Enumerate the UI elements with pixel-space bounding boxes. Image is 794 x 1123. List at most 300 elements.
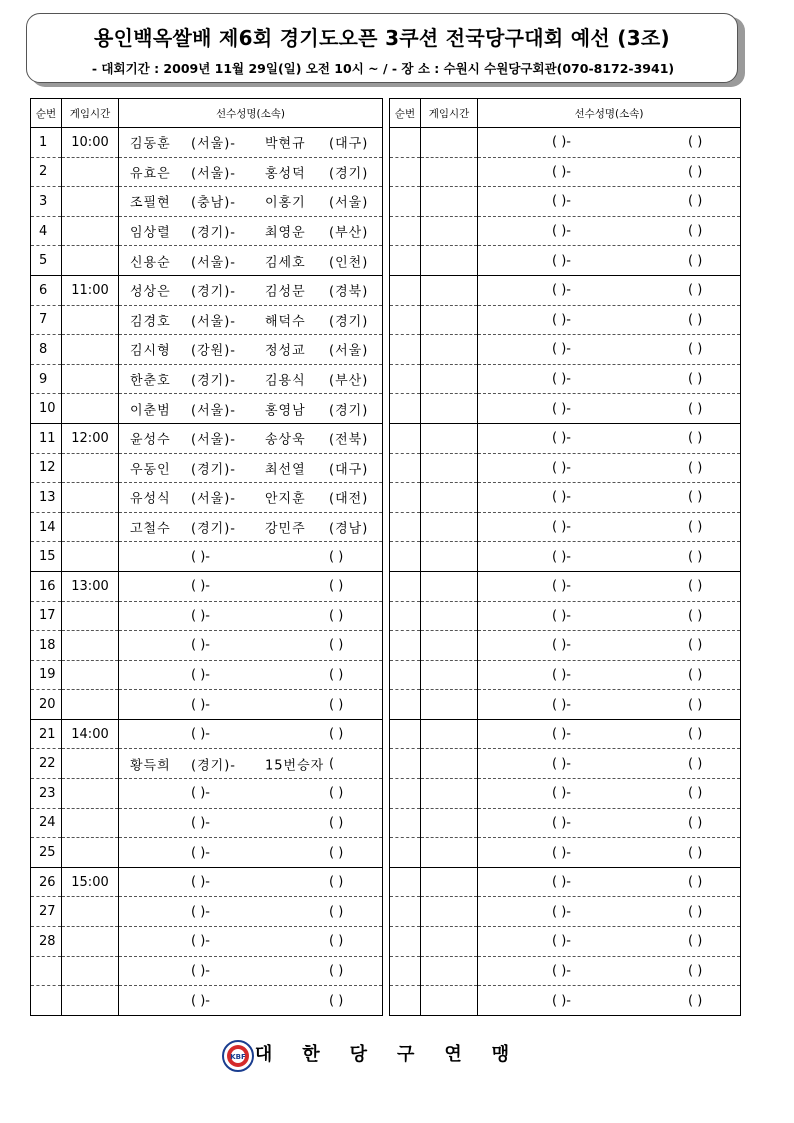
player-1-placeholder: ( )- xyxy=(552,401,571,417)
player-cell xyxy=(478,335,741,365)
game-time xyxy=(421,364,478,394)
player-2-placeholder: ( ) xyxy=(688,430,703,446)
table-row xyxy=(31,660,383,690)
row-number: 26 xyxy=(31,867,62,897)
row-number xyxy=(390,275,421,305)
row-number: 21 xyxy=(31,719,62,749)
player-cell xyxy=(119,128,383,158)
player-cell xyxy=(478,897,741,927)
row-number xyxy=(390,335,421,365)
player-2-placeholder: ( ) xyxy=(329,874,344,890)
table-row xyxy=(31,483,383,513)
player-1-placeholder: ( )- xyxy=(552,549,571,565)
header-box xyxy=(26,13,738,83)
row-number: 7 xyxy=(31,305,62,335)
player-cell xyxy=(119,719,383,749)
player-2-placeholder: ( ) xyxy=(688,549,703,565)
row-number xyxy=(390,542,421,572)
row-number xyxy=(390,779,421,809)
player-2-name: 15번승자 xyxy=(265,758,325,774)
row-number xyxy=(390,897,421,927)
game-time xyxy=(62,660,119,690)
player-1-placeholder: ( )- xyxy=(191,549,210,565)
col-header-time: 게임시간 xyxy=(421,99,478,128)
player-2-name: 최선열 xyxy=(265,462,306,478)
table-row xyxy=(390,423,741,453)
player-1-placeholder: ( )- xyxy=(552,667,571,683)
game-time xyxy=(421,631,478,661)
row-number xyxy=(390,157,421,187)
table-row xyxy=(390,453,741,483)
game-time xyxy=(421,927,478,957)
row-number: 25 xyxy=(31,838,62,868)
row-number xyxy=(390,719,421,749)
table-row xyxy=(390,631,741,661)
game-time xyxy=(421,157,478,187)
game-time xyxy=(62,601,119,631)
row-number xyxy=(390,246,421,276)
player-2-name: 김세호 xyxy=(265,255,306,271)
player-2-placeholder: ( ) xyxy=(688,341,703,357)
table-row xyxy=(390,779,741,809)
player-cell xyxy=(478,364,741,394)
player-2-placeholder: ( ) xyxy=(688,993,703,1009)
table-row xyxy=(31,867,383,897)
table-header-row xyxy=(31,99,383,128)
row-number: 5 xyxy=(31,246,62,276)
player-2-placeholder: ( ) xyxy=(329,845,344,861)
player-2-region: ( xyxy=(329,756,336,772)
row-number: 16 xyxy=(31,571,62,601)
table-header-row xyxy=(390,99,741,128)
player-1-placeholder: ( )- xyxy=(552,578,571,594)
game-time xyxy=(62,808,119,838)
player-1-placeholder: ( )- xyxy=(552,193,571,209)
player-2-placeholder: ( ) xyxy=(329,697,344,713)
player-1-placeholder: ( )- xyxy=(191,785,210,801)
row-number: 8 xyxy=(31,335,62,365)
game-time xyxy=(62,749,119,779)
table-row xyxy=(31,157,383,187)
player-1-placeholder: ( )- xyxy=(191,933,210,949)
player-2-placeholder: ( ) xyxy=(329,963,344,979)
row-number xyxy=(390,571,421,601)
row-number xyxy=(31,956,62,986)
row-number: 10 xyxy=(31,394,62,424)
player-cell xyxy=(119,216,383,246)
player-1-placeholder: ( )- xyxy=(191,963,210,979)
row-number xyxy=(390,956,421,986)
table-row xyxy=(31,246,383,276)
row-number: 13 xyxy=(31,483,62,513)
table-row xyxy=(31,749,383,779)
row-number: 22 xyxy=(31,749,62,779)
player-1-region: (서울)- xyxy=(191,491,236,507)
game-time xyxy=(62,216,119,246)
game-time: 13:00 xyxy=(62,571,119,601)
table-row xyxy=(31,690,383,720)
table-row xyxy=(390,719,741,749)
game-time xyxy=(62,897,119,927)
player-1-placeholder: ( )- xyxy=(552,845,571,861)
player-1-placeholder: ( )- xyxy=(191,874,210,890)
game-time xyxy=(62,512,119,542)
player-2-region: (대전) xyxy=(329,491,369,507)
player-cell xyxy=(478,838,741,868)
game-time xyxy=(62,483,119,513)
player-1-region: (서울)- xyxy=(191,314,236,330)
game-time xyxy=(421,719,478,749)
row-number: 9 xyxy=(31,364,62,394)
row-number: 2 xyxy=(31,157,62,187)
player-cell xyxy=(119,512,383,542)
player-1-placeholder: ( )- xyxy=(552,164,571,180)
player-1-name: 우동인 xyxy=(130,462,171,478)
player-1-name: 한춘호 xyxy=(130,373,171,389)
row-number: 4 xyxy=(31,216,62,246)
row-number xyxy=(390,749,421,779)
game-time xyxy=(421,453,478,483)
row-number xyxy=(390,631,421,661)
player-2-placeholder: ( ) xyxy=(688,460,703,476)
player-cell xyxy=(119,423,383,453)
player-2-placeholder: ( ) xyxy=(688,578,703,594)
table-row xyxy=(31,275,383,305)
player-1-region: (서울)- xyxy=(191,166,236,182)
player-cell xyxy=(119,394,383,424)
table-row xyxy=(390,571,741,601)
table-row xyxy=(390,335,741,365)
player-1-placeholder: ( )- xyxy=(552,134,571,150)
player-cell xyxy=(478,927,741,957)
row-number: 18 xyxy=(31,631,62,661)
player-1-name: 유성식 xyxy=(130,491,171,507)
player-2-name: 홍영남 xyxy=(265,403,306,419)
game-time xyxy=(62,838,119,868)
col-header-num: 순번 xyxy=(390,99,421,128)
player-2-region: (인천) xyxy=(329,255,369,271)
row-number xyxy=(31,986,62,1016)
player-cell xyxy=(478,394,741,424)
table-row xyxy=(390,660,741,690)
player-cell xyxy=(478,157,741,187)
row-number xyxy=(390,690,421,720)
player-1-placeholder: ( )- xyxy=(552,785,571,801)
player-1-placeholder: ( )- xyxy=(552,933,571,949)
player-1-placeholder: ( )- xyxy=(552,963,571,979)
table-row xyxy=(31,187,383,217)
table-row xyxy=(390,542,741,572)
player-cell xyxy=(119,157,383,187)
game-time xyxy=(62,986,119,1016)
player-1-name: 고철수 xyxy=(130,521,171,537)
player-2-placeholder: ( ) xyxy=(688,401,703,417)
game-time xyxy=(421,660,478,690)
player-2-placeholder: ( ) xyxy=(688,874,703,890)
player-cell xyxy=(478,631,741,661)
player-2-region: (경기) xyxy=(329,403,369,419)
player-1-region: (서울)- xyxy=(191,432,236,448)
row-number xyxy=(390,986,421,1016)
player-1-placeholder: ( )- xyxy=(552,756,571,772)
game-time xyxy=(421,986,478,1016)
player-1-name: 윤성수 xyxy=(130,432,171,448)
table-row xyxy=(31,394,383,424)
player-2-placeholder: ( ) xyxy=(688,608,703,624)
row-number xyxy=(390,453,421,483)
row-number: 11 xyxy=(31,423,62,453)
player-cell xyxy=(119,956,383,986)
game-time xyxy=(421,897,478,927)
player-cell xyxy=(478,808,741,838)
player-1-name: 조필현 xyxy=(130,195,171,211)
player-2-region: (경기) xyxy=(329,314,369,330)
game-time xyxy=(62,394,119,424)
player-cell xyxy=(478,246,741,276)
game-time xyxy=(421,483,478,513)
player-1-placeholder: ( )- xyxy=(552,697,571,713)
player-cell xyxy=(119,779,383,809)
player-1-placeholder: ( )- xyxy=(552,874,571,890)
player-cell xyxy=(119,690,383,720)
row-number xyxy=(390,423,421,453)
row-number xyxy=(390,601,421,631)
player-cell xyxy=(119,305,383,335)
player-1-region: (경기)- xyxy=(191,225,236,241)
player-2-placeholder: ( ) xyxy=(329,726,344,742)
table-row xyxy=(31,423,383,453)
game-time xyxy=(62,542,119,572)
game-time xyxy=(421,394,478,424)
game-time xyxy=(421,838,478,868)
row-number xyxy=(390,660,421,690)
player-2-placeholder: ( ) xyxy=(688,815,703,831)
table-row xyxy=(390,808,741,838)
table-row xyxy=(31,631,383,661)
player-2-placeholder: ( ) xyxy=(329,608,344,624)
player-1-placeholder: ( )- xyxy=(552,430,571,446)
player-1-placeholder: ( )- xyxy=(552,904,571,920)
game-time: 11:00 xyxy=(62,275,119,305)
player-2-placeholder: ( ) xyxy=(688,785,703,801)
table-row xyxy=(31,779,383,809)
game-time xyxy=(62,927,119,957)
game-time xyxy=(421,867,478,897)
row-number xyxy=(390,128,421,158)
player-cell xyxy=(119,749,383,779)
page-title: 용인백옥쌀배 제6회 경기도오픈 3쿠션 전국당구대회 예선 (3조) xyxy=(94,26,670,50)
player-1-placeholder: ( )- xyxy=(191,608,210,624)
player-2-name: 이홍기 xyxy=(265,195,306,211)
row-number: 1 xyxy=(31,128,62,158)
player-2-region: (경기) xyxy=(329,166,369,182)
player-2-placeholder: ( ) xyxy=(688,282,703,298)
player-2-placeholder: ( ) xyxy=(688,904,703,920)
player-2-placeholder: ( ) xyxy=(329,785,344,801)
player-2-placeholder: ( ) xyxy=(688,726,703,742)
table-row xyxy=(31,601,383,631)
game-time xyxy=(421,246,478,276)
player-1-placeholder: ( )- xyxy=(552,993,571,1009)
game-time: 12:00 xyxy=(62,423,119,453)
player-1-region: (서울)- xyxy=(191,403,236,419)
game-time xyxy=(62,779,119,809)
player-cell xyxy=(119,187,383,217)
table-row xyxy=(390,927,741,957)
row-number: 23 xyxy=(31,779,62,809)
player-2-placeholder: ( ) xyxy=(329,578,344,594)
player-2-placeholder: ( ) xyxy=(688,756,703,772)
player-cell xyxy=(478,749,741,779)
player-1-region: (경기)- xyxy=(191,462,236,478)
table-row xyxy=(31,808,383,838)
player-1-name: 신용순 xyxy=(130,255,171,271)
player-cell xyxy=(119,571,383,601)
table-row xyxy=(390,187,741,217)
table-row xyxy=(390,128,741,158)
player-1-region: (경기)- xyxy=(191,758,236,774)
player-2-placeholder: ( ) xyxy=(688,253,703,269)
player-2-placeholder: ( ) xyxy=(688,519,703,535)
player-1-placeholder: ( )- xyxy=(552,489,571,505)
player-2-placeholder: ( ) xyxy=(329,667,344,683)
row-number: 14 xyxy=(31,512,62,542)
player-cell xyxy=(119,897,383,927)
game-time xyxy=(421,601,478,631)
player-1-name: 김시형 xyxy=(130,343,171,359)
player-2-name: 정성교 xyxy=(265,343,306,359)
player-cell xyxy=(478,512,741,542)
player-2-name: 강민주 xyxy=(265,521,306,537)
player-cell xyxy=(119,927,383,957)
player-1-placeholder: ( )- xyxy=(552,726,571,742)
row-number: 12 xyxy=(31,453,62,483)
organization-name: 대한당구연맹 xyxy=(254,1044,540,1065)
schedule-table-right xyxy=(389,98,741,1016)
player-2-name: 박현규 xyxy=(265,136,306,152)
table-row xyxy=(31,571,383,601)
table-row xyxy=(31,305,383,335)
player-2-region: (전북) xyxy=(329,432,369,448)
game-time xyxy=(421,956,478,986)
table-row xyxy=(390,157,741,187)
player-1-placeholder: ( )- xyxy=(191,904,210,920)
game-time xyxy=(62,453,119,483)
game-time xyxy=(62,305,119,335)
table-row xyxy=(31,986,383,1016)
player-cell xyxy=(478,128,741,158)
game-time xyxy=(421,128,478,158)
player-1-region: (경기)- xyxy=(191,521,236,537)
game-time xyxy=(62,690,119,720)
player-cell xyxy=(478,571,741,601)
game-time xyxy=(421,808,478,838)
table-row xyxy=(31,512,383,542)
player-2-placeholder: ( ) xyxy=(688,667,703,683)
table-row xyxy=(390,601,741,631)
row-number xyxy=(390,867,421,897)
table-row xyxy=(31,128,383,158)
game-time xyxy=(421,571,478,601)
player-cell xyxy=(119,483,383,513)
row-number xyxy=(390,216,421,246)
row-number xyxy=(390,927,421,957)
player-1-name: 유효은 xyxy=(130,166,171,182)
player-cell xyxy=(478,956,741,986)
row-number xyxy=(390,364,421,394)
player-2-name: 홍성덕 xyxy=(265,166,306,182)
player-2-placeholder: ( ) xyxy=(329,904,344,920)
player-cell xyxy=(478,275,741,305)
player-2-placeholder: ( ) xyxy=(688,637,703,653)
player-cell xyxy=(119,542,383,572)
game-time xyxy=(421,187,478,217)
table-row xyxy=(390,956,741,986)
game-time xyxy=(62,246,119,276)
game-time xyxy=(421,512,478,542)
table-row xyxy=(31,719,383,749)
player-2-region: (서울) xyxy=(329,195,369,211)
table-row xyxy=(390,512,741,542)
schedule-table-left xyxy=(30,98,383,1016)
player-1-placeholder: ( )- xyxy=(552,341,571,357)
table-row xyxy=(390,364,741,394)
player-cell xyxy=(119,275,383,305)
player-2-placeholder: ( ) xyxy=(688,312,703,328)
player-1-region: (서울)- xyxy=(191,255,236,271)
player-1-name: 김동훈 xyxy=(130,136,171,152)
table-row xyxy=(31,927,383,957)
table-row xyxy=(31,897,383,927)
player-2-name: 해덕수 xyxy=(265,314,306,330)
player-1-name: 황득희 xyxy=(130,758,171,774)
game-time xyxy=(421,216,478,246)
player-2-placeholder: ( ) xyxy=(688,193,703,209)
player-2-region: (경남) xyxy=(329,521,369,537)
row-number xyxy=(390,394,421,424)
player-1-name: 김경호 xyxy=(130,314,171,330)
game-time xyxy=(421,423,478,453)
table-row xyxy=(31,335,383,365)
row-number: 24 xyxy=(31,808,62,838)
player-2-name: 안지훈 xyxy=(265,491,306,507)
player-1-name: 임상렬 xyxy=(130,225,171,241)
table-row xyxy=(390,275,741,305)
player-1-placeholder: ( )- xyxy=(191,726,210,742)
player-2-region: (경북) xyxy=(329,284,369,300)
player-2-name: 최영운 xyxy=(265,225,306,241)
player-2-placeholder: ( ) xyxy=(329,549,344,565)
player-1-placeholder: ( )- xyxy=(552,312,571,328)
table-row xyxy=(390,246,741,276)
game-time xyxy=(421,542,478,572)
player-1-placeholder: ( )- xyxy=(552,815,571,831)
player-1-placeholder: ( )- xyxy=(191,993,210,1009)
player-cell xyxy=(119,808,383,838)
game-time xyxy=(421,335,478,365)
player-2-region: (부산) xyxy=(329,373,369,389)
col-header-num: 순번 xyxy=(31,99,62,128)
player-2-placeholder: ( ) xyxy=(688,134,703,150)
player-2-placeholder: ( ) xyxy=(688,845,703,861)
game-time xyxy=(421,305,478,335)
player-cell xyxy=(119,986,383,1016)
player-2-placeholder: ( ) xyxy=(329,815,344,831)
player-cell xyxy=(478,867,741,897)
table-row xyxy=(390,897,741,927)
table-row xyxy=(390,483,741,513)
game-time xyxy=(62,956,119,986)
